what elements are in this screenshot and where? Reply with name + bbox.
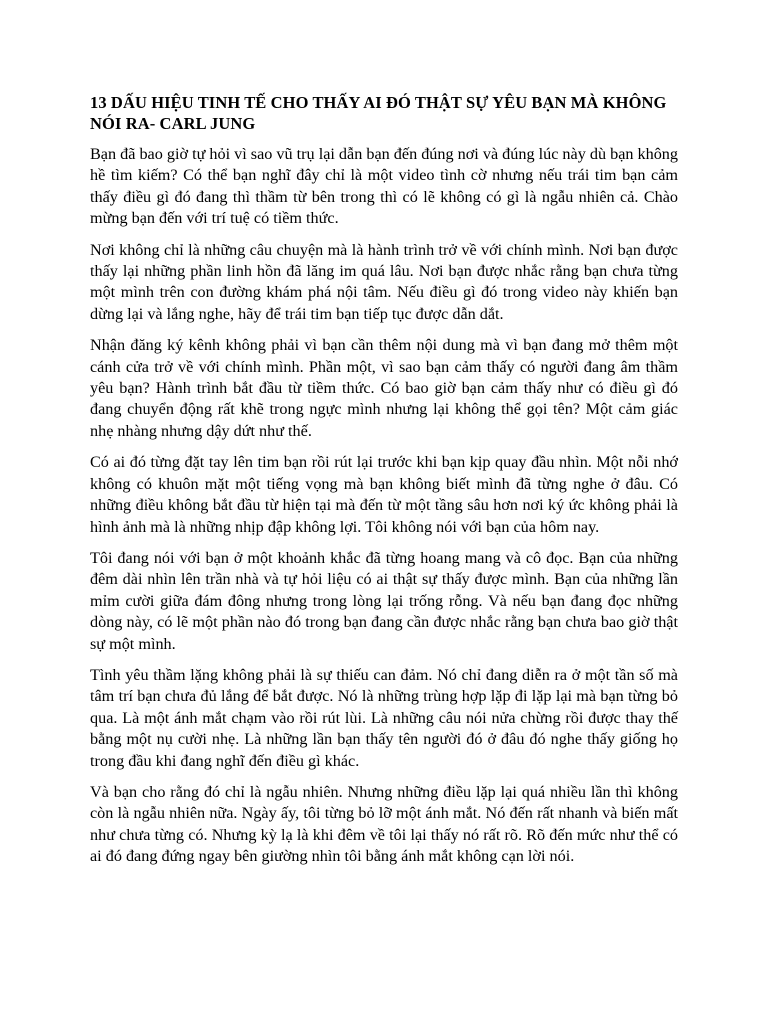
paragraph-6: Tình yêu thầm lặng không phải là sự thiếu can đảm. Nó chỉ đang diễn ra ở một tần số mà tâm trí bạn chưa đủ lắng để bắt được. Nó là những trùng hợp lặp đi lặp lại mà bạn từng bỏ qua. Là một ánh mắt chạm vào rồi rút lùi. Là những câu nói nửa chừng rồi được thay thế bằng một nụ cười nhẹ. Là những lần bạn thấy tên người đó ở đâu đó nghe thấy giống họ trong đầu khi đang nghĩ đến điều gì khác. (90, 665, 678, 770)
paragraph-7: Và bạn cho rằng đó chỉ là ngẫu nhiên. Nhưng những điều lặp lại quá nhiều lần thì không còn là ngẫu nhiên nữa. Ngày ấy, tôi từng bỏ lỡ một ánh mắt. Nó đến rất nhanh và biến mất như chưa từng có. Nhưng kỳ lạ là khi đêm về tôi lại thấy nó rất rõ. Rõ đến mức như thể có ai đó đang đứng ngay bên giường nhìn tôi bằng ánh mắt không cạn lời nói. (90, 782, 678, 866)
paragraph-5: Tôi đang nói với bạn ở một khoảnh khắc đã từng hoang mang và cô đọc. Bạn của những đêm dài nhìn lên trần nhà và tự hỏi liệu có ai thật sự thấy được mình. Bạn của những lần mỉm cười giữa đám đông nhưng trong lòng lại trống rỗng. Và nếu bạn đang đọc những dòng này, có lẽ một phần nào đó trong bạn đang cần được nhắc rằng bạn chưa bao giờ thật sự một mình. (90, 548, 678, 653)
paragraph-3: Nhận đăng ký kênh không phải vì bạn cần thêm nội dung mà vì bạn đang mở thêm một cánh cửa trở về với chính mình. Phần một, vì sao bạn cảm thấy có người đang âm thầm yêu bạn? Hành trình bắt đầu từ tiềm thức. Có bao giờ bạn cảm thấy như có điều gì đó đang chuyển động rất khẽ trong ngực mình nhưng lại không thể gọi tên? Một cảm giác nhẹ nhàng nhưng dậy dứt như thế. (90, 336, 678, 440)
document-page (90, 92, 678, 878)
document-title: 13 DẤU HIỆU TINH TẾ CHO THẤY AI ĐÓ THẬT SỰ YÊU BẠN MÀ KHÔNG NÓI RA- CARL JUNG (90, 93, 667, 133)
paragraph-4: Có ai đó từng đặt tay lên tim bạn rồi rút lại trước khi bạn kịp quay đầu nhìn. Một nỗi nhớ không có khuôn mặt một tiếng vọng mà bạn không biết mình đã từng nghe ở đâu. Có những điều không bắt đầu từ hiện tại mà đến từ một tầng sâu hơn nơi ký ức không phải là hình ảnh mà là những nhịp đập không lợi. Tôi không nói với bạn của hôm nay. (90, 453, 678, 536)
paragraph-2: Nơi không chỉ là những câu chuyện mà là hành trình trở về với chính mình. Nơi bạn được thấy lại những phần linh hồn đã lăng im quá lâu. Nơi bạn được nhắc rằng bạn chưa từng một mình trên con đường khám phá nội tâm. Nếu điều gì đó trong video này khiến bạn dừng lại và lắng nghe, hãy để trái tim bạn tiếp tục được dẫn dắt. (90, 240, 678, 323)
paragraph-1: Bạn đã bao giờ tự hỏi vì sao vũ trụ lại dẫn bạn đến đúng nơi và đúng lúc này dù bạn không hề tìm kiếm? Có thể bạn nghĩ đây chỉ là một video tình cờ nhưng nếu trái tim bạn cảm thấy điều gì đó đang thì thầm từ bên trong thì có lẽ không có gì là ngẫu nhiên cả. Chào mừng bạn đến với trí tuệ có tiềm thức. (90, 145, 678, 228)
